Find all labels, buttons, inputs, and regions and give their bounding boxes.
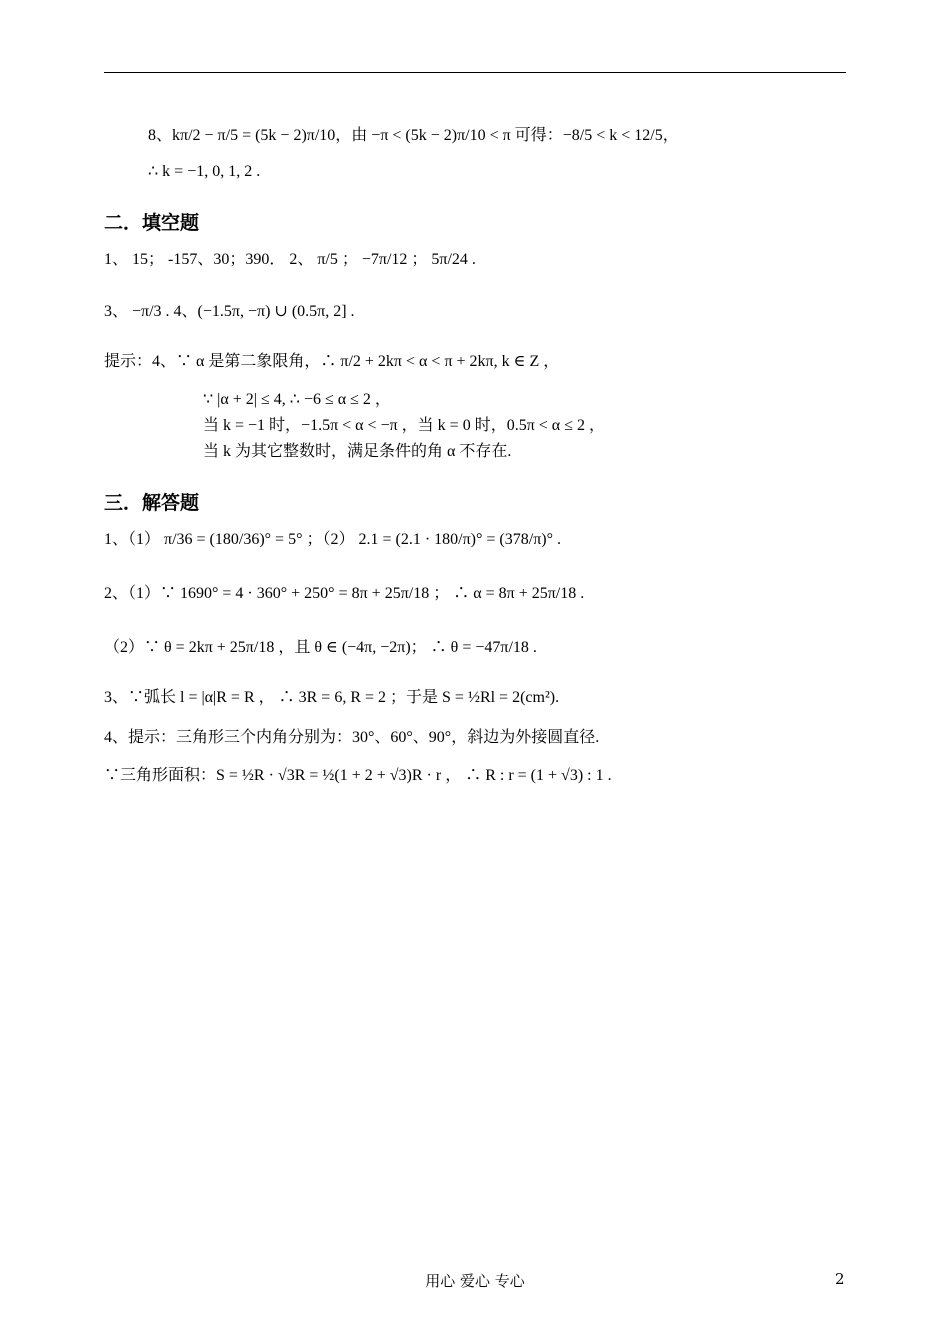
hint-line-3: 当 k = −1 时，−1.5π < α < −π ，当 k = 0 时，0.5π < α ≤ 2 ， [203, 417, 605, 434]
q8-line-2: ∴ k = −1, 0, 1, 2 . [148, 163, 261, 180]
answer-line-5: 4、提示：三角形三个内角分别为：30°、60°、90°，斜边为外接圆直径. [104, 729, 600, 746]
answer-line-6: ∵三角形面积：S = ½R · √3R = ½(1 + 2 + √3)R · r ， ∴ R : r = (1 + √3) : 1 . [104, 767, 612, 784]
answer-line-2: 2、（1）∵ 1690° = 4 · 360° + 250° = 8π + 25π/18 ； ∴ α = 8π + 25π/18 . [104, 585, 585, 602]
page-number: 2 [835, 1270, 845, 1288]
q8-line-1: 8、kπ/2 − π/5 = (5k − 2)π/10，由 −π < (5k − 2)π/10 < π 可得：−8/5 < k < 12/5， [148, 127, 679, 144]
answer-line-3: （2）∵ θ = 2kπ + 25π/18 ，且 θ ∈ (−4π, −2π)； ∴ θ = −47π/18 . [104, 639, 537, 656]
section-2-heading: 二．填空题 [104, 212, 200, 234]
section-3-heading: 三．解答题 [104, 492, 200, 514]
answer-line-1: 1、（1） π/36 = (180/36)° = 5° ；（2） 2.1 = (2.1 · 180/π)° = (378/π)° . [104, 531, 562, 548]
header-rule [104, 72, 846, 73]
section-2-line-1: 1、 15； -157、30；390． 2、 π/5 ； −7π/12 ； 5π/24 . [104, 251, 476, 268]
hint-line-4: 当 k 为其它整数时，满足条件的角 α 不存在. [203, 443, 512, 460]
hint-line-2: ∵ |α + 2| ≤ 4, ∴ −6 ≤ α ≤ 2 ， [203, 391, 391, 408]
answer-line-4: 3、∵弧长 l = |α|R = R ， ∴ 3R = 6, R = 2 ；于是 S = ½Rl = 2(cm²). [104, 689, 560, 706]
page-footer: 用心 爱心 专心 [425, 1272, 525, 1290]
hint-line-1: 提示：4、∵ α 是第二象限角，∴ π/2 + 2kπ < α < π + 2kπ, k ∈ Z ， [104, 353, 560, 370]
section-2-line-2: 3、 −π/3 . 4、(−1.5π, −π) ∪ (0.5π, 2] . [104, 303, 355, 320]
